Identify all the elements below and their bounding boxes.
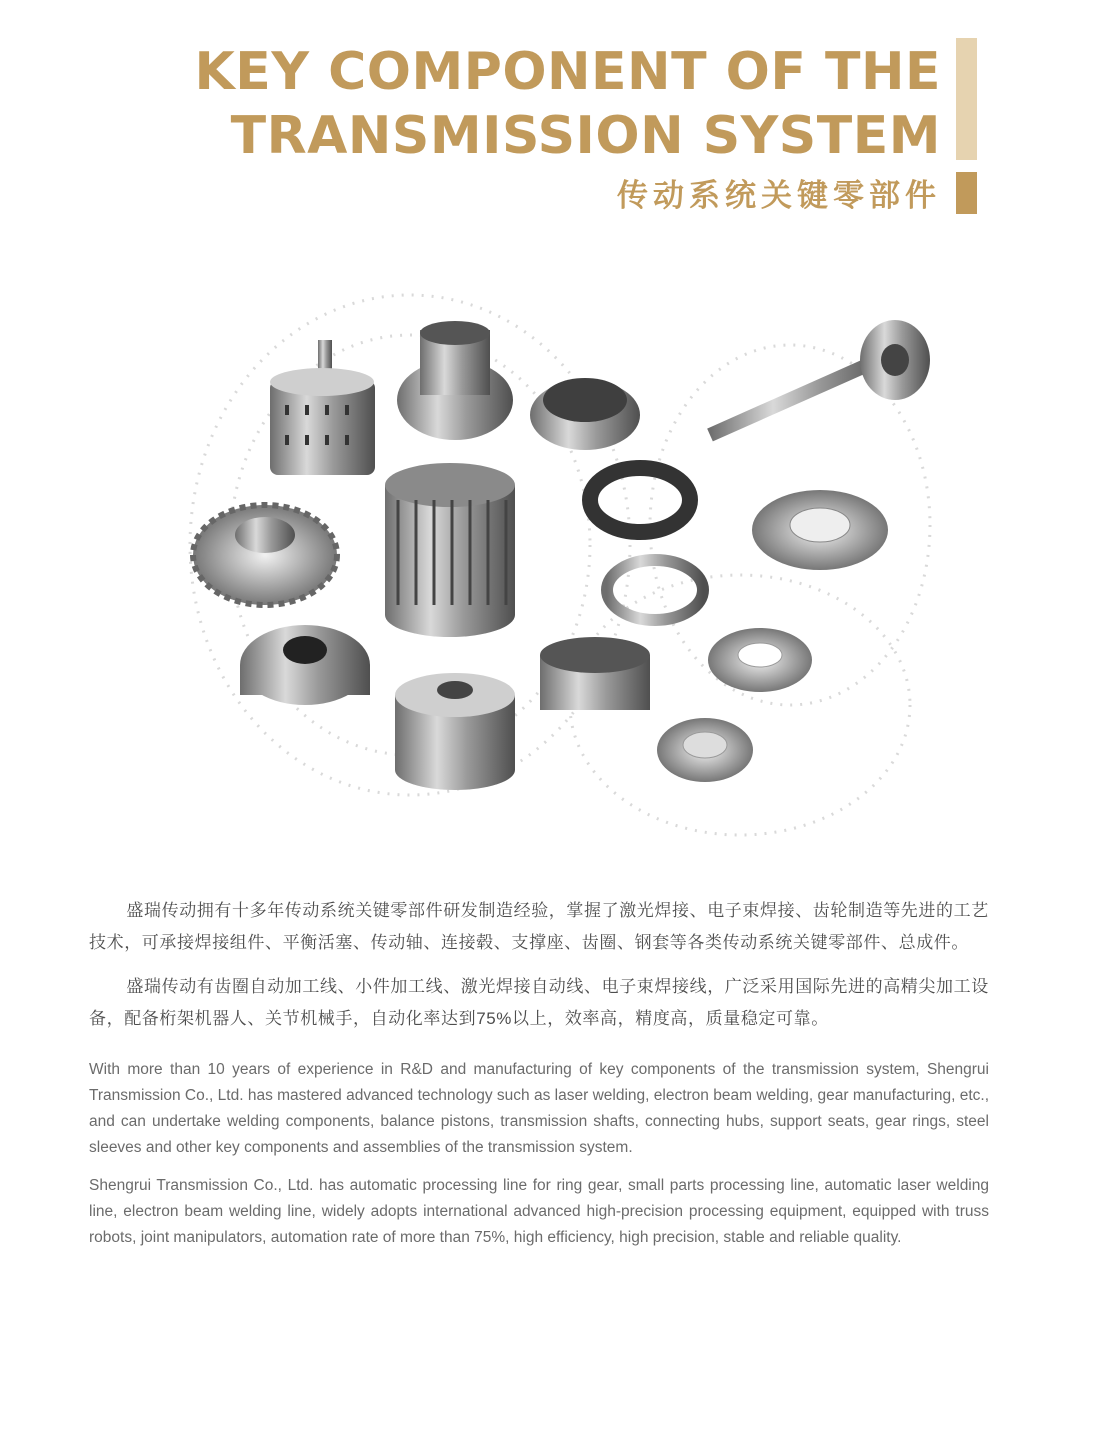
product-collage [180,285,940,845]
title-accent-bar-light [956,38,977,160]
cn-text-block [89,895,989,1047]
clutch-drum-shaft-part [270,340,375,475]
title-block [195,40,941,168]
spur-gear-part [193,505,337,605]
cn-paragraph-1: 盛瑞传动拥有十多年传动系统关键零部件研发制造经验，掌握了激光焊接、电子束焊接、齿轮制造等先进的工艺技术，可承接焊接组件、平衡活塞、传动轴、连接毂、支撑座、齿圈、钢套等各类传动系统关键零部件、总成件。 [89,901,989,952]
page-title-line-2: TRANSMISSION SYSTEM [230,106,941,166]
support-seat-disc-part [708,628,812,692]
washer-disc-part [657,718,753,782]
en-text-block [89,1057,989,1263]
en-paragraph-2: Shengrui Transmission Co., Ltd. has automatic processing line for ring gear, small parts processing line, automatic laser welding line, electron beam welding line, widely adopts international advanced high-precision processing equipment, equipped with truss robots, joint manipulators, automation rate of more than 75%, high efficiency, high precision, stable and reliable quality. [89,1177,989,1246]
sleeve-ring-part [530,378,640,450]
hub-drum-part [395,673,515,790]
cn-paragraph-2: 盛瑞传动有齿圈自动加工线、小件加工线、激光焊接自动线、电子束焊接线，广泛采用国际先进的高精尖加工设备，配备桁架机器人、关节机械手，自动化率达到75%以上，效率高，精度高，质量稳定可靠。 [89,977,989,1028]
clutch-hub-part [240,625,370,705]
title-accent-bar-dark [956,172,977,214]
balance-piston-part [752,490,888,570]
transmission-shaft-part [710,320,930,435]
page-title-cn: 传动系统关键零部件 [617,178,941,214]
slotted-ring-part [590,468,690,532]
splined-drum-part [385,463,515,637]
en-paragraph-1: With more than 10 years of experience in R&D and manufacturing of key components of the transmission system, Shengrui Transmission Co., Ltd. has mastered advanced technology such as laser welding, electron beam welding, gear manufacturing, etc., and can undertake welding components, balance pistons, transmission shafts, connecting hubs, support seats, gear rings, steel sleeves and other key components and assemblies of the transmission system. [89,1061,989,1156]
steel-sleeve-part [540,637,650,710]
page-title-line-1: KEY COMPONENT OF THE [194,42,941,102]
transmission-parts-image [180,285,940,845]
ring-gear-part [607,560,703,620]
gear-hub-part [397,321,513,440]
